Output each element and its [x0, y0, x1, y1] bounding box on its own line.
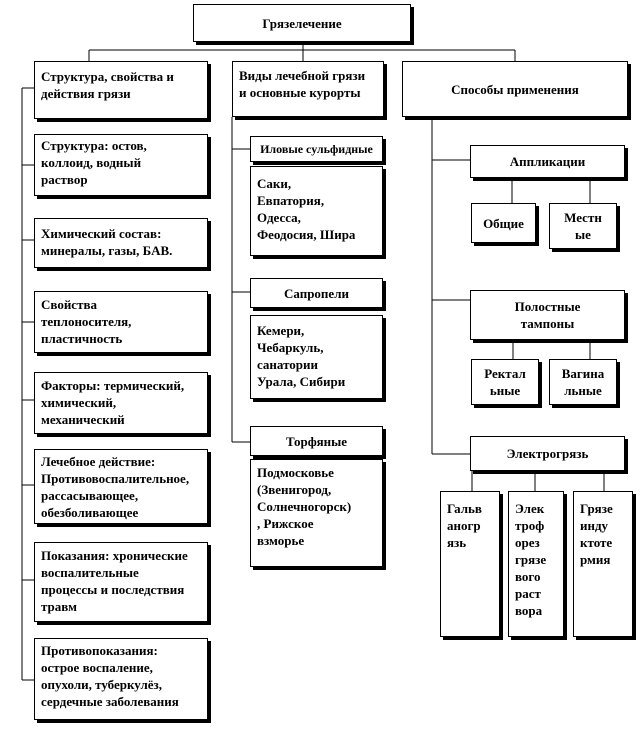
- mud-type-silt-sulfide: Иловые сульфидные: [250, 136, 383, 162]
- col1-item-factors: Факторы: термический, химический, механический: [34, 372, 208, 434]
- col1-item-chemistry: Химический состав: минералы, газы, БАВ.: [34, 218, 208, 268]
- tampons-rectal: Ректал ьные: [471, 359, 539, 405]
- electromud-electrophoresis: Элек троф орез грязе вого раст вора: [508, 491, 564, 637]
- method-electromud: Электрогрязь: [470, 436, 625, 471]
- col3-header: Способы применения: [402, 61, 628, 117]
- tampons-vaginal: Вагина льные: [549, 359, 617, 405]
- resorts-sapropel: Кемери, Чебаркуль, санатории Урала, Сибири: [250, 315, 383, 399]
- root-node: Грязелечение: [193, 4, 411, 42]
- electromud-inductothermy: Грязе инду ктоте рмия: [573, 491, 633, 637]
- col1-header: Структура, свойства и действия грязи: [34, 61, 208, 119]
- applications-general: Общие: [471, 203, 536, 243]
- col2-header: Виды лечебной грязи и основные курорты: [232, 61, 384, 117]
- electromud-galvanic: Гальв аногр язь: [440, 491, 500, 637]
- resorts-silt-sulfide: Саки, Евпатория, Одесса, Феодосия, Шира: [250, 166, 383, 256]
- applications-local: Местн ые: [549, 203, 617, 249]
- col1-item-properties: Свойства теплоносителя, пластичность: [34, 291, 208, 353]
- method-cavity-tampons: Полостные тампоны: [470, 290, 625, 340]
- col1-item-contraindications: Противопоказания: острое воспаление, опухоли, туберкулёз, сердечные заболевания: [34, 638, 208, 720]
- col1-item-therapeutic-action: Лечебное действие: Противовоспалительное, рассасывающее, обезболивающее: [34, 449, 208, 524]
- mud-type-peat: Торфяные: [250, 426, 383, 456]
- method-applications: Аппликации: [470, 145, 625, 178]
- resorts-peat: Подмосковье (Звенигород, Солнечногорск) , Рижское взморье: [250, 459, 383, 567]
- col1-item-structure: Структура: остов, коллоид, водный раствор: [34, 134, 208, 196]
- mud-type-sapropel: Сапропели: [250, 278, 383, 308]
- col1-item-indications: Показания: хронические воспалительные процессы и последствия травм: [34, 542, 208, 622]
